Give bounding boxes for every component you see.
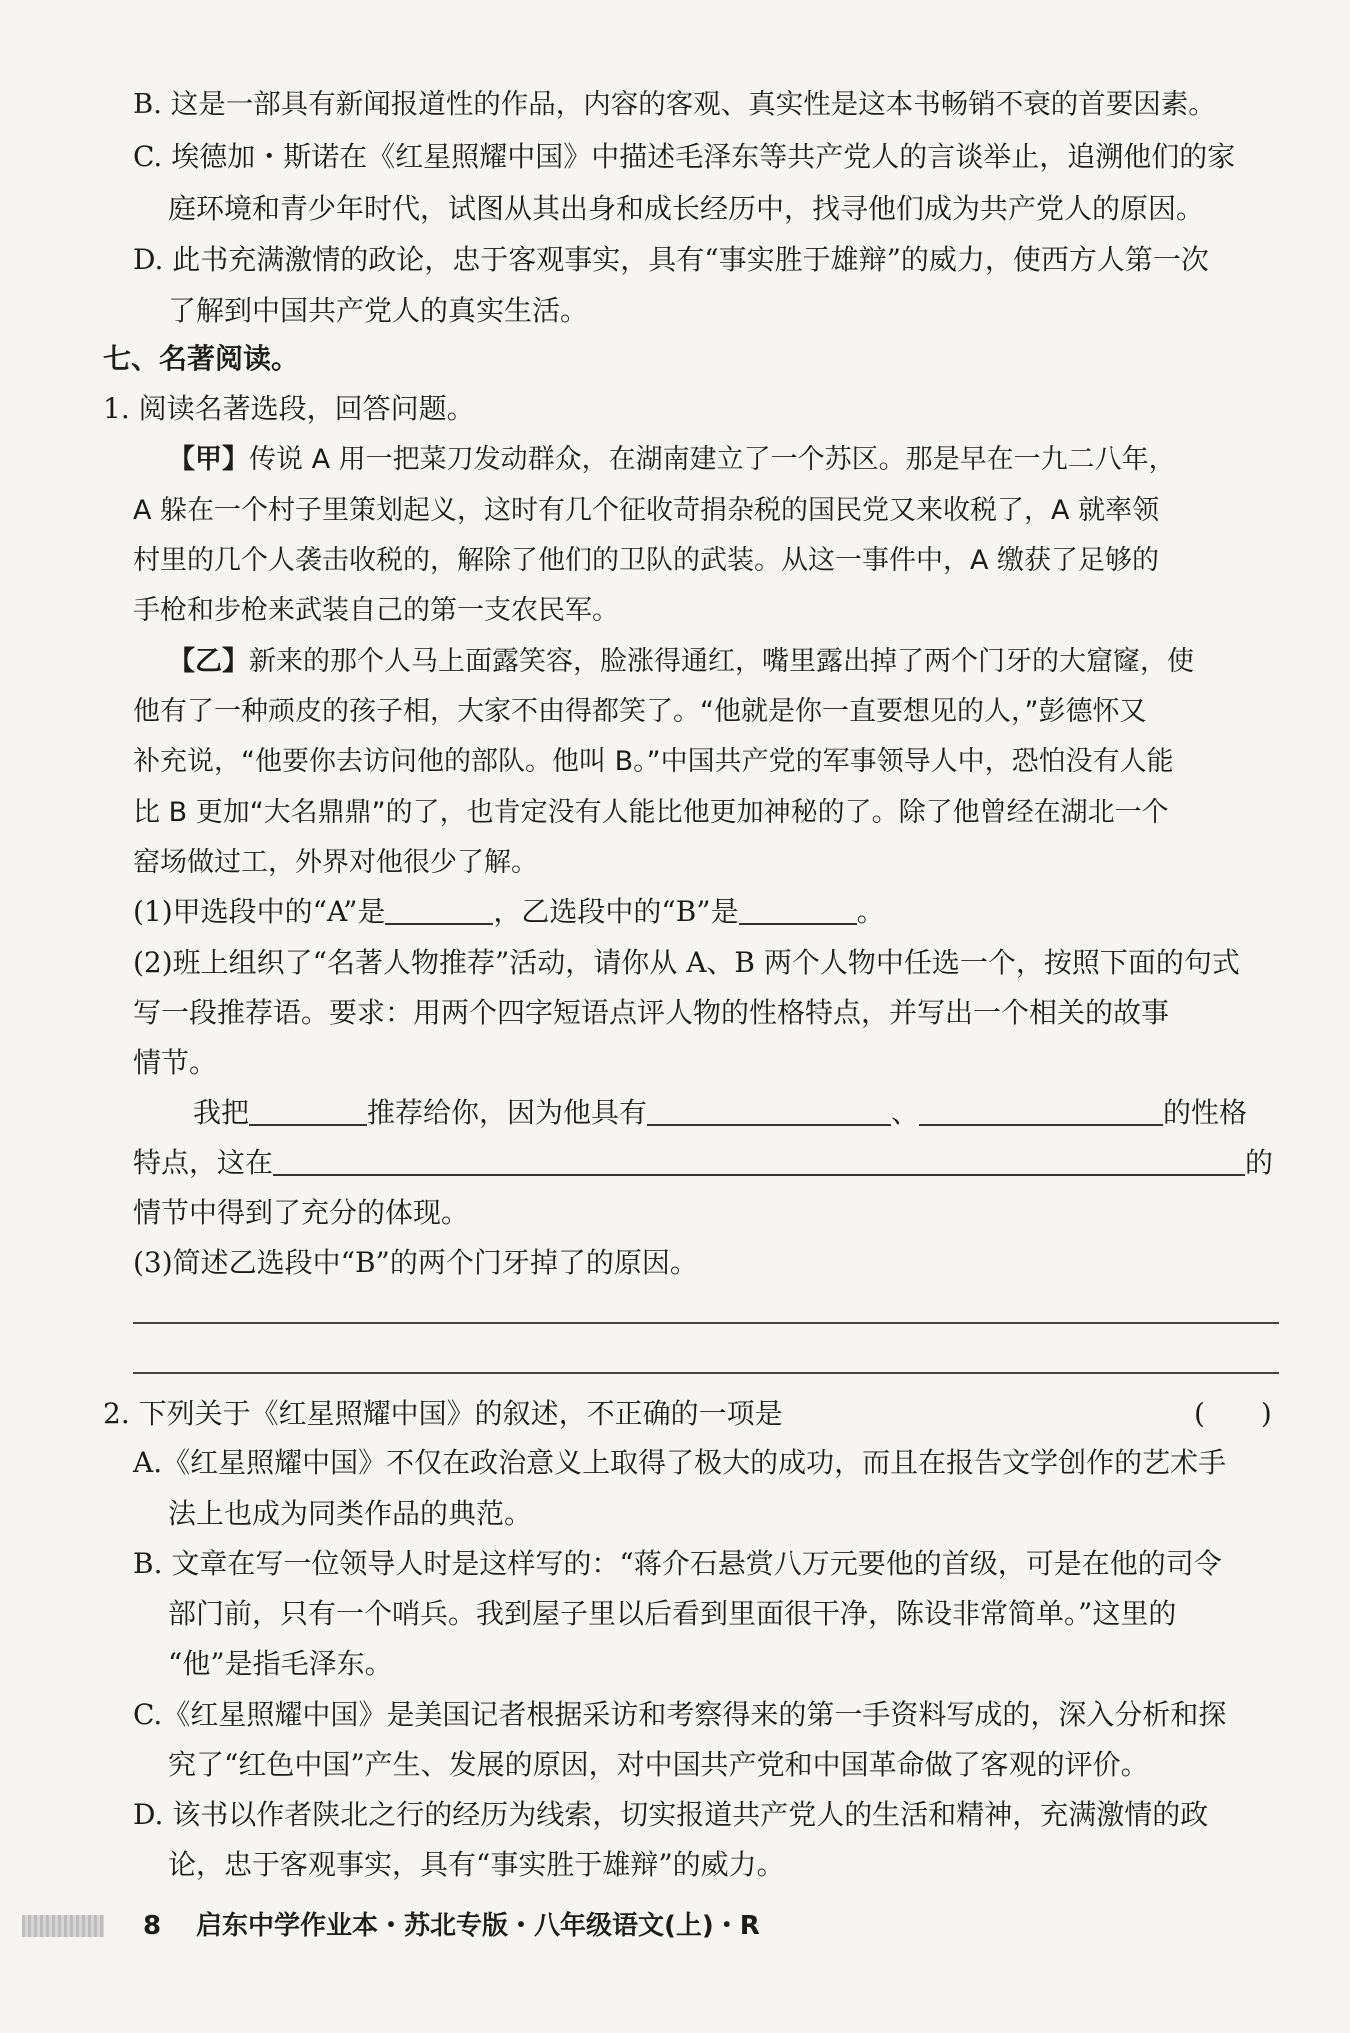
option-b-cont-2: “他”是指毛泽东。 bbox=[168, 1647, 393, 1680]
option-b-prev: B. 这是一部具有新闻报道性的作品，内容的客观、真实性是这本书畅销不衰的首要因素。 bbox=[133, 88, 1216, 120]
excerpt-yi-line-1 bbox=[168, 642, 1194, 682]
option-d-prev-cont: 了解到中国共产党人的真实生活。 bbox=[168, 294, 589, 327]
recommend-text-b: 推荐给你，因为他具有 bbox=[367, 1096, 648, 1129]
recommend-text-e: 特点，这在 bbox=[133, 1146, 274, 1179]
sub-question-1-part-c: 。 bbox=[856, 895, 885, 928]
option-d-cont: 论，忠于客观事实，具有“事实胜于雄辩”的威力。 bbox=[168, 1848, 785, 1881]
excerpt-jia-text: 传说 A 用一把菜刀发动群众，在湖南建立了一个苏区。那是早在一九二八年， bbox=[249, 444, 1176, 475]
option-a: A.《红星照耀中国》不仅在政治意义上取得了极大的成功，而且在报告文学创作的艺术手 bbox=[133, 1446, 1227, 1479]
excerpt-yi-line-2: 他有了一种顽皮的孩子相，大家不由得都笑了。“他就是你一直要想见的人，”彭德怀又 bbox=[133, 696, 1147, 727]
option-d-prev: D. 此书充满激情的政论，忠于客观事实，具有“事实胜于雄辩”的威力，使西方人第一次 bbox=[133, 243, 1209, 276]
answer-parentheses[interactable]: ( ) bbox=[1194, 1397, 1272, 1430]
excerpt-yi-tag: 【乙】 bbox=[168, 646, 249, 677]
sub-question-1 bbox=[133, 892, 885, 932]
page-number: 8 bbox=[143, 1911, 162, 1941]
excerpt-jia-line-1 bbox=[168, 440, 1176, 480]
excerpt-jia-line-2: A 躲在一个村子里策划起义，这时有几个征收苛捐杂税的国民党又来收税了，A 就率领 bbox=[133, 495, 1160, 526]
excerpt-jia-line-3: 村里的几个人袭击收税的，解除了他们的卫队的武装。从这一事件中，A 缴获了足够的 bbox=[133, 545, 1160, 576]
excerpt-yi-line-5: 窑场做过工，外界对他很少了解。 bbox=[133, 847, 538, 878]
excerpt-yi-text: 新来的那个人马上面露笑容，脸涨得通红，嘴里露出掉了两个门牙的大窟窿，使 bbox=[249, 646, 1194, 677]
recommend-sentence-line-1 bbox=[193, 1093, 1247, 1133]
option-c-prev-cont: 庭环境和青少年时代，试图从其出身和成长经历中，找寻他们成为共产党人的原因。 bbox=[168, 192, 1205, 225]
option-d: D. 该书以作者陕北之行的经历为线索，切实报道共产党人的生活和精神，充满激情的政 bbox=[133, 1798, 1209, 1831]
trait-blank-2[interactable] bbox=[919, 1094, 1163, 1126]
excerpt-jia-line-4: 手枪和步枪来武装自己的第一支农民军。 bbox=[133, 595, 619, 626]
book-title-footer: 启东中学作业本・苏北专版・八年级语文(上)・R bbox=[196, 1911, 760, 1941]
excerpt-yi-line-3: 补充说，“他要你去访问他的部队。他叫 B。”中国共产党的军事领导人中，恐怕没有人能 bbox=[133, 746, 1174, 777]
section-title: 七、名著阅读。 bbox=[103, 342, 300, 375]
question-2-stem: 2. 下列关于《红星照耀中国》的叙述，不正确的一项是 bbox=[103, 1397, 783, 1430]
answer-line-1[interactable] bbox=[133, 1322, 1279, 1324]
option-c-prev: C. 埃德加・斯诺在《红星照耀中国》中描述毛泽东等共产党人的言谈举止，追溯他们的家 bbox=[133, 140, 1236, 173]
recommend-sentence-line-3: 情节中得到了充分的体现。 bbox=[133, 1196, 470, 1229]
sub-question-1-part-b: ，乙选段中的“B”是 bbox=[493, 895, 739, 928]
plot-blank[interactable] bbox=[273, 1144, 1245, 1176]
recommend-text-a: 我把 bbox=[193, 1096, 250, 1129]
recommend-person-blank[interactable] bbox=[249, 1094, 367, 1126]
excerpt-jia-tag: 【甲】 bbox=[168, 444, 249, 475]
recommend-text-c: 、 bbox=[891, 1096, 920, 1129]
sub-question-1-part-a: (1)甲选段中的“A”是 bbox=[133, 895, 386, 928]
sub-question-3: (3)简述乙选段中“B”的两个门牙掉了的原因。 bbox=[133, 1246, 698, 1279]
option-c-cont: 究了“红色中国”产生、发展的原因，对中国共产党和中国革命做了客观的评价。 bbox=[168, 1748, 1149, 1781]
recommend-text-d: 的性格 bbox=[1163, 1096, 1248, 1129]
answer-blank-b[interactable] bbox=[739, 893, 857, 925]
sub-question-2-line-1: (2)班上组织了“名著人物推荐”活动，请你从 A、B 两个人物中任选一个，按照下面的句式 bbox=[133, 946, 1240, 979]
footer-decoration bbox=[22, 1915, 104, 1937]
question-1-stem: 1. 阅读名著选段，回答问题。 bbox=[103, 392, 475, 425]
sub-question-2-line-3: 情节。 bbox=[133, 1046, 218, 1079]
option-b: B. 文章在写一位领导人时是这样写的：“蒋介石悬赏八万元要他的首级，可是在他的司令 bbox=[133, 1547, 1222, 1580]
trait-blank-1[interactable] bbox=[647, 1094, 891, 1126]
option-b-cont-1: 部门前，只有一个哨兵。我到屋子里以后看到里面很干净，陈设非常简单。”这里的 bbox=[168, 1597, 1177, 1630]
answer-blank-a[interactable] bbox=[385, 893, 493, 925]
option-c: C.《红星照耀中国》是美国记者根据采访和考察得来的第一手资料写成的，深入分析和探 bbox=[133, 1698, 1227, 1731]
option-a-cont: 法上也成为同类作品的典范。 bbox=[168, 1497, 533, 1530]
answer-line-2[interactable] bbox=[133, 1372, 1279, 1374]
recommend-text-f: 的 bbox=[1245, 1146, 1274, 1179]
recommend-sentence-line-2 bbox=[133, 1143, 1273, 1183]
excerpt-yi-line-4: 比 B 更加“大名鼎鼎”的了，也肯定没有人能比他更加神秘的了。除了他曾经在湖北一个 bbox=[133, 797, 1169, 828]
sub-question-2-line-2: 写一段推荐语。要求：用两个四字短语点评人物的性格特点，并写出一个相关的故事 bbox=[133, 996, 1170, 1029]
